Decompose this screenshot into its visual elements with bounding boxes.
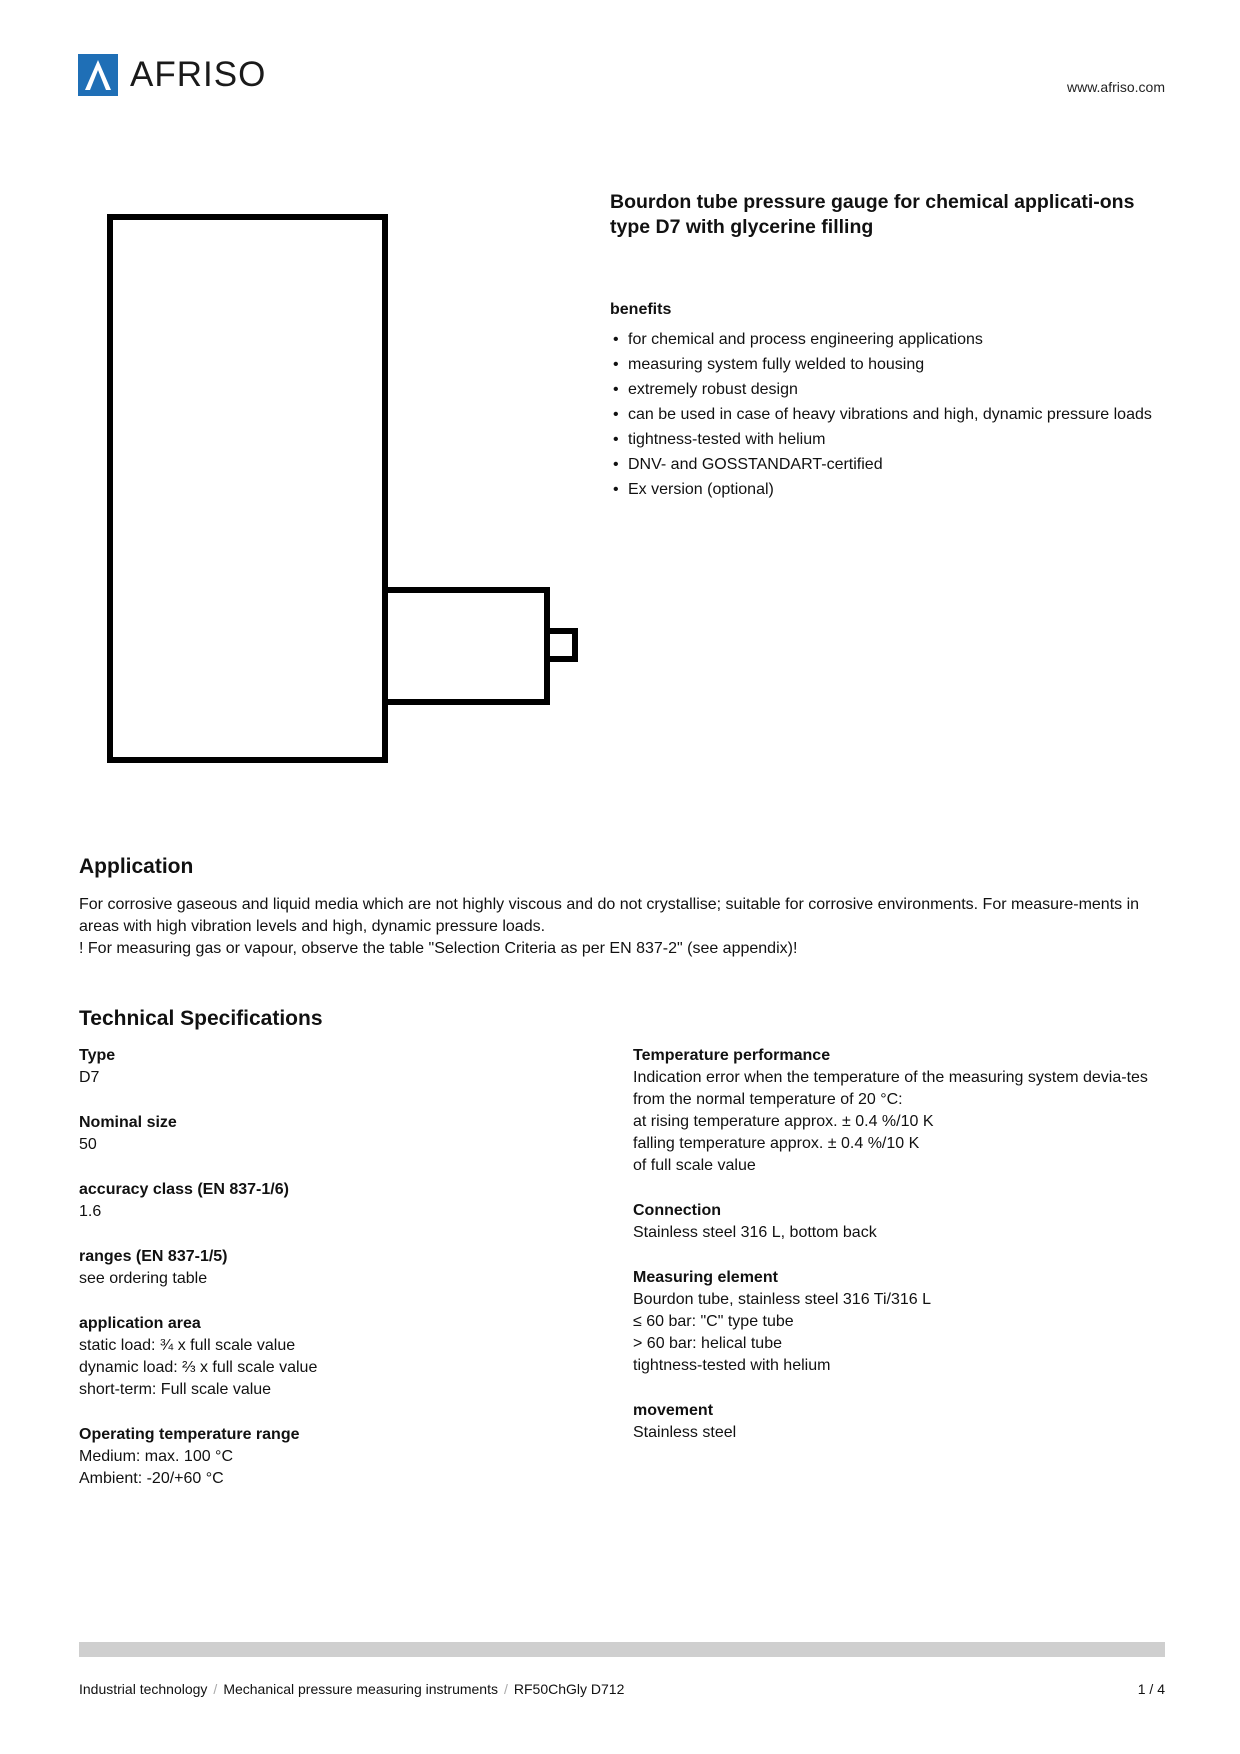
website-link[interactable]: www.afriso.com [1066,79,1165,95]
benefit-item: • DNV- and GOSSTANDART-certified [613,456,883,473]
product-title: Bourdon tube pressure gauge for chemical applicati-ons type D7 with glycerine filling [610,191,1135,238]
spec-movement [633,1400,1173,1444]
spec-label: Nominal size [79,1114,177,1131]
spec-temperature-performance [633,1045,1173,1177]
benefit-item: • tightness-tested with helium [613,431,826,448]
spec-nominal-size [79,1112,599,1156]
spec-label: ranges (EN 837-1/5) [79,1248,228,1265]
spec-value: see ordering table [79,1270,208,1287]
spec-accuracy-class [79,1179,599,1223]
footer-divider-bar [79,1642,1165,1657]
spec-application-area [79,1313,599,1401]
page-number: 1 / 4 [1137,1681,1165,1697]
breadcrumb-separator: / [504,1681,508,1697]
application-heading: Application [79,855,194,878]
brand-name: AFRISO [130,55,267,94]
benefits-list [613,330,1173,505]
specs-left-column [79,1045,599,1513]
spec-value: Indication error when the temperature of the measuring system devia-tes from the normal temperature of 20 °C: at rising temperature approx. ± 0.4 %/10 K falling temperature approx. ± 0.4 %/10 K of full scale value [633,1069,1148,1174]
benefit-item: • can be used in case of heavy vibrations and high, dynamic pressure loads [613,406,1152,423]
spec-label: accuracy class (EN 837-1/6) [79,1181,289,1198]
benefit-item: • Ex version (optional) [613,481,774,498]
benefit-item: • for chemical and process engineering applications [613,331,983,348]
spec-label: Connection [633,1202,721,1219]
benefit-item: • extremely robust design [613,381,798,398]
afriso-logo [78,54,308,96]
afriso-logo-icon [78,54,118,96]
application-text [79,894,1169,960]
spec-value: Stainless steel [633,1424,737,1441]
breadcrumb-item: Industrial technology [79,1681,208,1697]
spec-label: Type [79,1047,116,1064]
application-paragraph: For corrosive gaseous and liquid media which are not highly viscous and do not crystallise; suitable for corrosive environments. For measure-ments in areas with high vibration levels and high, dynamic pressure loads. [79,896,1140,935]
spec-value: Stainless steel 316 L, bottom back [633,1224,877,1241]
benefits-heading: benefits [610,301,672,318]
spec-label: Temperature performance [633,1047,831,1064]
specs-right-column [633,1045,1173,1467]
spec-value: Medium: max. 100 °C Ambient: -20/+60 °C [79,1448,234,1487]
application-note: ! For measuring gas or vapour, observe the table "Selection Criteria as per EN 837-2" (see appendix)! [79,940,798,957]
spec-value: D7 [79,1069,100,1086]
spec-operating-temperature [79,1424,599,1490]
breadcrumb-item: Mechanical pressure measuring instruments [223,1681,498,1697]
spec-value: 1.6 [79,1203,102,1220]
spec-value: Bourdon tube, stainless steel 316 Ti/316 L ≤ 60 bar: "C" type tube > 60 bar: helical tube tightness-tested with helium [633,1291,931,1374]
benefit-item: • measuring system fully welded to housing [613,356,925,373]
footer-breadcrumb [79,1681,624,1697]
spec-value: static load: ¾ x full scale value dynamic load: ⅔ x full scale value short-term: Full scale value [79,1337,318,1398]
spec-label: movement [633,1402,714,1419]
spec-connection [633,1200,1173,1244]
spec-value: 50 [79,1136,97,1153]
spec-label: Operating temperature range [79,1426,300,1443]
spec-label: Measuring element [633,1269,778,1286]
spec-type [79,1045,599,1089]
breadcrumb-separator: / [213,1681,218,1697]
breadcrumb-item: RF50ChGly D712 [513,1681,625,1697]
spec-label: application area [79,1315,201,1332]
gauge-outline-drawing [100,205,590,775]
specs-heading: Technical Specifications [79,1007,323,1030]
spec-measuring-element [633,1267,1173,1377]
spec-ranges [79,1246,599,1290]
